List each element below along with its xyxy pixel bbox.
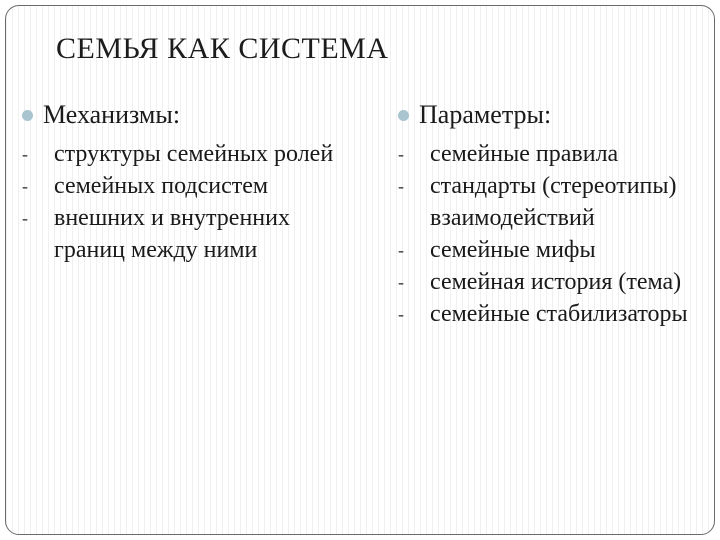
list-item-text: семейные мифы — [430, 237, 596, 263]
list-item — [22, 170, 362, 202]
slide — [5, 5, 715, 535]
dash-icon: - — [398, 304, 404, 324]
list-item-text: структуры семейных ролей — [54, 141, 334, 167]
list-item — [398, 138, 698, 170]
parameters-heading-text: Параметры: — [419, 100, 552, 129]
bullet-dot-icon — [22, 110, 33, 121]
list-item-text: стандарты (стереотипы) взаимодействий — [430, 173, 677, 231]
mechanisms-list — [22, 138, 362, 266]
list-item — [398, 298, 698, 330]
list-item-text: семейные правила — [430, 141, 619, 167]
list-item-text: семейные стабилизаторы — [430, 301, 688, 327]
bullet-dot-icon — [398, 110, 409, 121]
list-item — [398, 170, 698, 234]
dash-icon: - — [22, 208, 28, 228]
parameters-heading — [398, 100, 698, 130]
dash-icon: - — [398, 272, 404, 292]
list-item — [22, 202, 362, 266]
mechanisms-heading-text: Механизмы: — [43, 100, 181, 129]
list-item — [22, 138, 362, 170]
dash-icon: - — [22, 176, 28, 196]
dash-icon: - — [398, 144, 404, 164]
parameters-column — [398, 100, 698, 330]
parameters-list — [398, 138, 698, 330]
dash-icon: - — [22, 144, 28, 164]
dash-icon: - — [398, 240, 404, 260]
list-item-text: семейная история (тема) — [430, 269, 682, 295]
dash-icon: - — [398, 176, 404, 196]
list-item-text: внешних и внутренних границ между ними — [54, 205, 290, 263]
slide-title: СЕМЬЯ КАК СИСТЕМА — [56, 32, 389, 65]
mechanisms-column — [22, 100, 362, 266]
list-item-text: семейных подсистем — [54, 173, 269, 199]
list-item — [398, 234, 698, 266]
mechanisms-heading — [22, 100, 362, 130]
list-item — [398, 266, 698, 298]
